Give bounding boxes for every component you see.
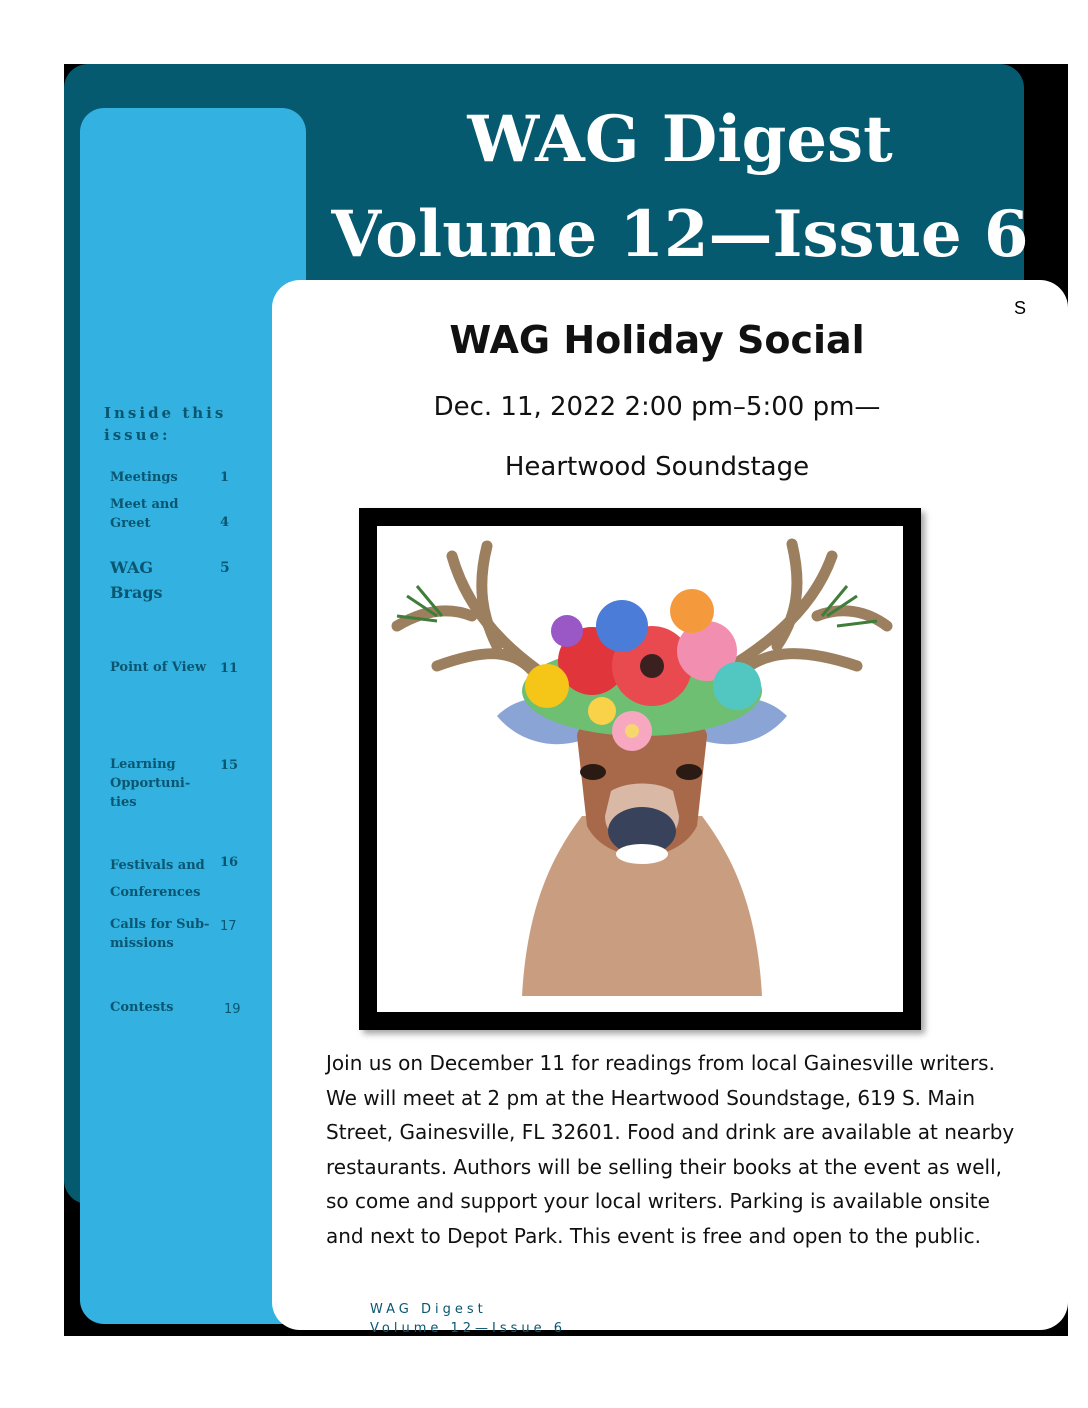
toc-item-festivals-and-conferences[interactable]: Festivals and Conferences bbox=[110, 858, 205, 900]
toc-item-calls-for-submissions[interactable]: Calls for Sub-missions bbox=[110, 917, 210, 951]
toc-page-meet-and-greet: 4 bbox=[220, 515, 230, 530]
masthead-title: WAG Digest bbox=[467, 102, 893, 177]
toc-item-wag-brags[interactable]: WAG Brags bbox=[110, 558, 163, 602]
event-venue: Heartwood Soundstage bbox=[504, 452, 810, 482]
toc-item-contests[interactable]: Contests bbox=[110, 1000, 174, 1015]
corner-mark: S bbox=[1014, 298, 1027, 318]
toc-page-festivals-and-conferences: 16 bbox=[220, 855, 239, 870]
event-title: WAG Holiday Social bbox=[449, 318, 865, 362]
toc-page-meetings: 1 bbox=[220, 470, 230, 485]
masthead-issue: Volume 12—Issue 6 bbox=[331, 197, 1029, 272]
toc-item-meetings[interactable]: Meetings bbox=[110, 470, 178, 485]
toc-page-contests: 19 bbox=[224, 1002, 241, 1017]
event-date: Dec. 11, 2022 2:00 pm–5:00 pm— bbox=[433, 392, 881, 422]
toc-page-point-of-view: 11 bbox=[220, 661, 239, 676]
toc-heading: Inside this issue: bbox=[104, 404, 227, 444]
toc-page-calls-for-submissions: 17 bbox=[220, 919, 237, 934]
footer-issue: Volume 12—Issue 6 bbox=[370, 1321, 567, 1333]
toc-page-wag-brags: 5 bbox=[220, 560, 230, 576]
deer-illustration bbox=[377, 526, 903, 1012]
toc-page-learning-opportunities: 15 bbox=[220, 758, 239, 773]
event-illustration-frame bbox=[359, 508, 921, 1030]
toc-item-meet-and-greet[interactable]: Meet and Greet bbox=[110, 497, 179, 531]
event-description: Join us on December 11 for readings from local Gainesville writers. We will meet at 2 pm at the Heartwood Soundstage, 619 S. Main Street, Gainesville, FL 32601. Food and drink are available at nearby restaurants. Authors will be selling their books at the event as well, so come and support your local writers. Parking is available onsite and next to Depot Park. This event is free and open to the public. bbox=[326, 1051, 1015, 1248]
footer-publication: WAG Digest bbox=[370, 1302, 487, 1317]
toc-item-point-of-view[interactable]: Point of View bbox=[110, 660, 207, 675]
toc-item-learning-opportunities[interactable]: Learning Opportuni-ties bbox=[110, 757, 191, 810]
